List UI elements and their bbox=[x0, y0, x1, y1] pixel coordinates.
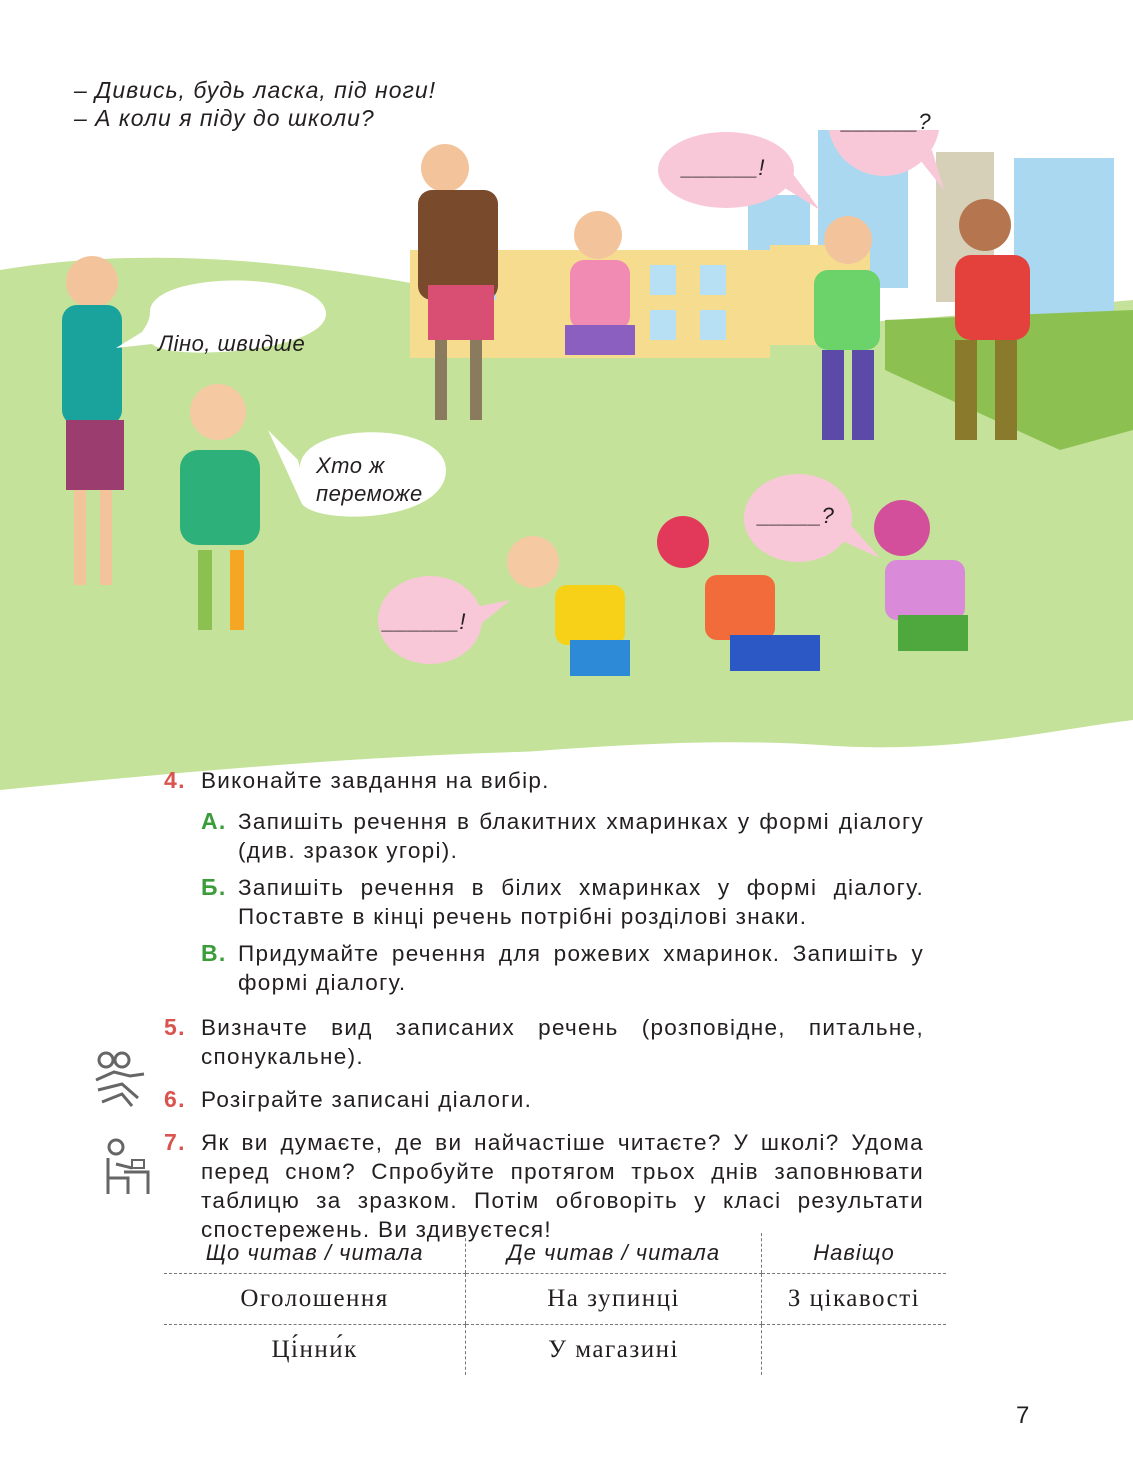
page-number: 7 bbox=[1016, 1402, 1030, 1429]
intro-line-2: – А коли я піду до школи? bbox=[74, 105, 375, 131]
task-text: Розіграйте записані діалоги. bbox=[201, 1087, 533, 1112]
task-4 bbox=[164, 766, 924, 795]
table-header-row bbox=[164, 1233, 946, 1274]
task-number: 7. bbox=[164, 1129, 186, 1155]
table-header: Що читав / читала bbox=[164, 1233, 466, 1274]
intro-line-1: – Дивись, будь ласка, під ноги! bbox=[74, 77, 437, 103]
task-number: 5. bbox=[164, 1014, 186, 1040]
task-number: 6. bbox=[164, 1086, 186, 1112]
sub-letter: В. bbox=[201, 940, 227, 966]
table-header: Навіщо bbox=[762, 1233, 947, 1274]
task-5 bbox=[164, 1013, 924, 1071]
sub-text: Придумайте речення для рожевих хмаринок. Запишіть у формі діалогу. bbox=[238, 941, 924, 995]
task-4b bbox=[201, 873, 924, 931]
task-text: Як ви думаєте, де ви найчастіше читаєте? У школі? Удома перед сном? Спробуйте протягом трьох днів заповнювати таблицю за зразком. Потім обговоріть у класі результати спостережень. Ви здивуєтеся! bbox=[201, 1130, 924, 1242]
girl-pink bbox=[565, 211, 635, 355]
pink-bubble-text-4: ______! bbox=[383, 609, 467, 634]
bubble-text-1: Ліно, швидше bbox=[158, 331, 306, 356]
table-cell: У магазині bbox=[466, 1325, 762, 1376]
task-number: 4. bbox=[164, 767, 186, 793]
table-cell bbox=[762, 1325, 947, 1376]
task-text: Визначте вид записаних речень (розповідне, питальне, спонукальне). bbox=[201, 1015, 924, 1069]
bubble-text-2b: переможе bbox=[316, 481, 423, 506]
pink-bubble-text-2: ______? bbox=[842, 109, 932, 134]
illustration-scene bbox=[0, 130, 1133, 810]
tasks bbox=[164, 766, 924, 1256]
bubble-text-2a: Хто ж bbox=[316, 453, 385, 478]
table-cell: Ці́нни́к bbox=[271, 1336, 358, 1363]
pink-bubble-text-1: ______! bbox=[682, 155, 766, 180]
roleplay-icon bbox=[92, 1050, 156, 1113]
task-6 bbox=[164, 1085, 924, 1114]
table-cell: З цікавості bbox=[762, 1274, 947, 1325]
task-7 bbox=[164, 1128, 924, 1244]
sub-letter: Б. bbox=[201, 874, 227, 900]
sub-letter: А. bbox=[201, 808, 227, 834]
table-row bbox=[164, 1274, 946, 1325]
task-4v bbox=[201, 939, 924, 997]
task-4a bbox=[201, 807, 924, 865]
table-cell: Оголошення bbox=[164, 1274, 466, 1325]
intro-dialogue bbox=[74, 76, 436, 132]
observation-table bbox=[164, 1233, 946, 1375]
pink-bubble-text-3: _____? bbox=[758, 503, 835, 528]
sub-text: Запишіть речення в білих хмаринках у формі діалогу. Поставте в кінці речень потрібні розділові знаки. bbox=[238, 875, 924, 929]
reader-at-desk-icon bbox=[98, 1138, 154, 1201]
table-row bbox=[164, 1325, 946, 1376]
sub-text: Запишіть речення в блакитних хмаринках у формі діалогу (див. зразок угорі). bbox=[238, 809, 924, 863]
table-header: Де читав / читала bbox=[466, 1233, 762, 1274]
table-cell: На зупинці bbox=[466, 1274, 762, 1325]
task-text: Виконайте завдання на вибір. bbox=[201, 768, 550, 793]
